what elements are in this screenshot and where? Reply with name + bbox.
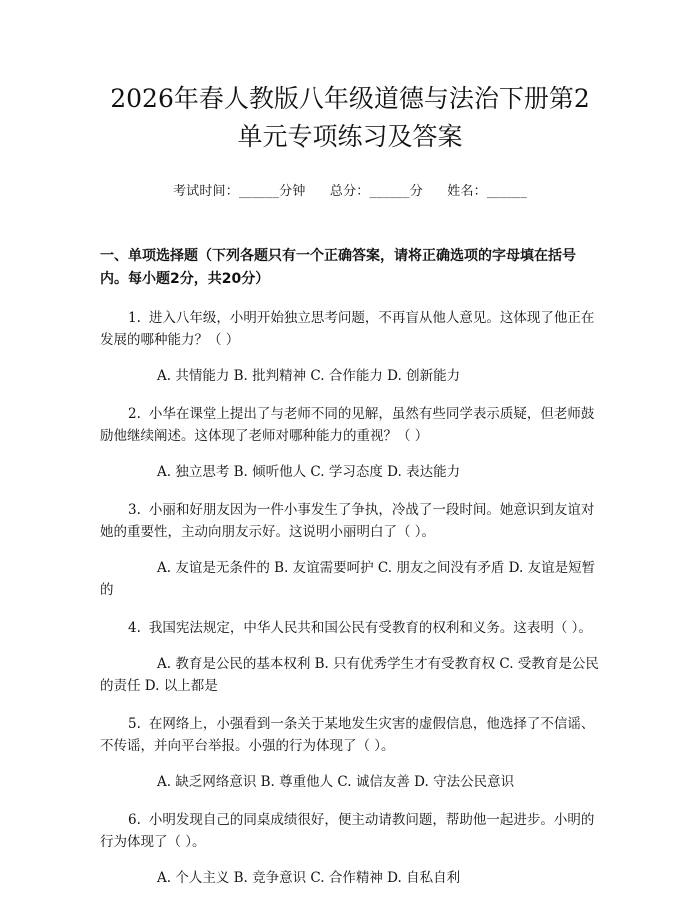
question-number: 1.	[128, 310, 141, 326]
question-1-options: A. 共情能力 B. 批判精神 C. 合作能力 D. 创新能力	[157, 368, 461, 384]
student-name: 姓名：______	[447, 184, 528, 199]
exam-meta	[100, 180, 600, 199]
exam-total-score: 总分：______分	[329, 184, 423, 199]
exam-time: 考试时间：______分钟	[172, 184, 306, 199]
question-number: 3.	[128, 502, 141, 518]
question-1	[100, 307, 600, 351]
question-6-options: A. 个人主义 B. 竞争意识 C. 合作精神 D. 自私自利	[157, 870, 461, 886]
document-title: 2026年春人教版八年级道德与法治下册第2单元专项练习及答案	[110, 84, 590, 151]
question-text: 小明发现自己的同桌成绩很好，便主动请教问题，帮助他一起进步。小明的行为体现了（ ）。	[100, 812, 595, 850]
question-5	[100, 713, 600, 757]
question-3	[100, 499, 600, 543]
question-2	[100, 403, 600, 447]
question-5-options: A. 缺乏网络意识 B. 尊重他人 C. 诚信友善 D. 守法公民意识	[157, 774, 515, 790]
section-heading: 一、单项选择题（下列各题只有一个正确答案，请将正确选项的字母填在括号内。每小题2分，共20分）	[100, 248, 576, 287]
question-text: 进入八年级，小明开始独立思考问题，不再盲从他人意见。这体现了他正在发展的哪种能力？（ ）	[100, 310, 595, 348]
question-text: 在网络上，小强看到一条关于某地发生灾害的虚假信息，他选择了不信谣、不传谣，并向平台举报。小强的行为体现了（ ）。	[100, 716, 595, 754]
question-number: 5.	[128, 716, 141, 732]
question-text: 小华在课堂上提出了与老师不同的见解，虽然有些同学表示质疑，但老师鼓励他继续阐述。这体现了老师对哪种能力的重视？（ ）	[100, 406, 595, 444]
question-4	[100, 617, 600, 639]
question-6	[100, 809, 600, 853]
question-text: 我国宪法规定，中华人民共和国公民有受教育的权利和义务。这表明（ ）。	[148, 620, 592, 636]
question-2-options: A. 独立思考 B. 倾听他人 C. 学习态度 D. 表达能力	[157, 464, 461, 480]
question-text: 小丽和好朋友因为一件小事发生了争执，冷战了一段时间。她意识到友谊对她的重要性，主动向朋友示好。这说明小丽明白了（ ）。	[100, 502, 595, 540]
question-4-options: A. 教育是公民的基本权利 B. 只有优秀学生才有受教育权 C. 受教育是公民的责任 D. 以上都是	[100, 656, 599, 694]
question-3-options: A. 友谊是无条件的 B. 友谊需要呵护 C. 朋友之间没有矛盾 D. 友谊是短暂的	[100, 560, 596, 598]
question-number: 2.	[128, 406, 141, 422]
question-number: 6.	[128, 812, 141, 828]
question-number: 4.	[128, 620, 141, 636]
